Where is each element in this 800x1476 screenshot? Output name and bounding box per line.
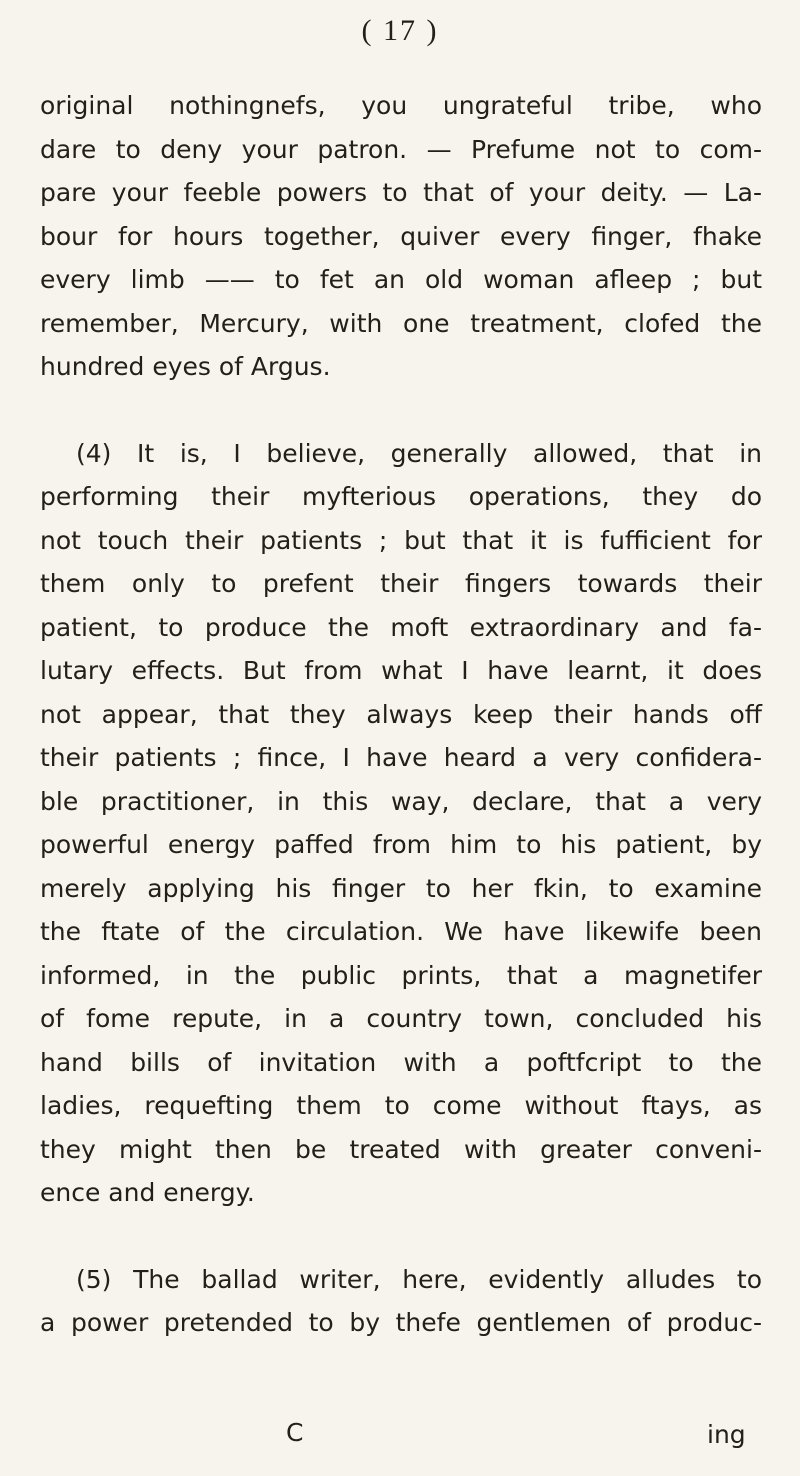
text-line: hand bills of invitation with a poftfcript to the bbox=[40, 1047, 762, 1077]
text-line: merely applying his finger to her fkin, to examine bbox=[40, 873, 762, 903]
catchword: ing bbox=[707, 1420, 746, 1449]
text-line: not touch their patients ; but that it is fufficient for bbox=[40, 525, 762, 555]
text-line: pare your feeble powers to that of your deity. — La- bbox=[40, 178, 762, 207]
text-line: original nothingnefs, you ungrateful tribe, who bbox=[40, 91, 762, 120]
text-line: patient, to produce the moft extraordinary and fa- bbox=[40, 612, 762, 642]
text-line: a power pretended to by thefe gentlemen of produc- bbox=[40, 1308, 762, 1337]
text-line: dare to deny your patron. — Prefume not to com- bbox=[40, 134, 762, 164]
signature-mark: C bbox=[286, 1418, 304, 1447]
text-line: remember, Mercury, with one treatment, clofed the bbox=[40, 308, 762, 338]
text-line: lutary effects. But from what I have learnt, it does bbox=[40, 656, 762, 685]
text-line: every limb —— to fet an old woman afleep ; but bbox=[40, 265, 762, 294]
text-line: their patients ; fince, I have heard a very confidera- bbox=[40, 743, 762, 772]
text-line: them only to prefent their fingers towards their bbox=[40, 569, 762, 598]
text-line: the ftate of the circulation. We have likewife been bbox=[40, 917, 762, 946]
text-line: powerful energy paffed from him to his patient, by bbox=[40, 830, 762, 859]
text-line: of fome repute, in a country town, concluded his bbox=[40, 1004, 762, 1033]
text-line: ence and energy. bbox=[40, 1178, 255, 1207]
text-line: (5) The ballad writer, here, evidently alludes to bbox=[76, 1264, 762, 1294]
text-line: hundred eyes of Argus. bbox=[40, 352, 331, 381]
paragraph-spacer bbox=[40, 1215, 762, 1258]
text-line: ble practitioner, in this way, declare, that a very bbox=[40, 786, 762, 816]
text-line: ladies, requefting them to come without ftays, as bbox=[40, 1091, 762, 1120]
text-line: (4) It is, I believe, generally allowed, that in bbox=[76, 438, 762, 468]
body-text bbox=[40, 84, 762, 1345]
text-line: informed, in the public prints, that a magnetifer bbox=[40, 960, 762, 990]
paragraph-3 bbox=[40, 1258, 762, 1345]
paragraph-2 bbox=[40, 432, 762, 1215]
page-number: ( 17 ) bbox=[361, 14, 439, 47]
text-line: performing their myfterious operations, they do bbox=[40, 482, 762, 511]
page-footer bbox=[0, 1418, 800, 1458]
text-line: they might then be treated with greater conveni- bbox=[40, 1134, 762, 1164]
paragraph-1 bbox=[40, 84, 762, 389]
paragraph-spacer bbox=[40, 389, 762, 432]
text-line: bour for hours together, quiver every finger, fhake bbox=[40, 221, 762, 251]
text-line: not appear, that they always keep their hands off bbox=[40, 699, 762, 729]
